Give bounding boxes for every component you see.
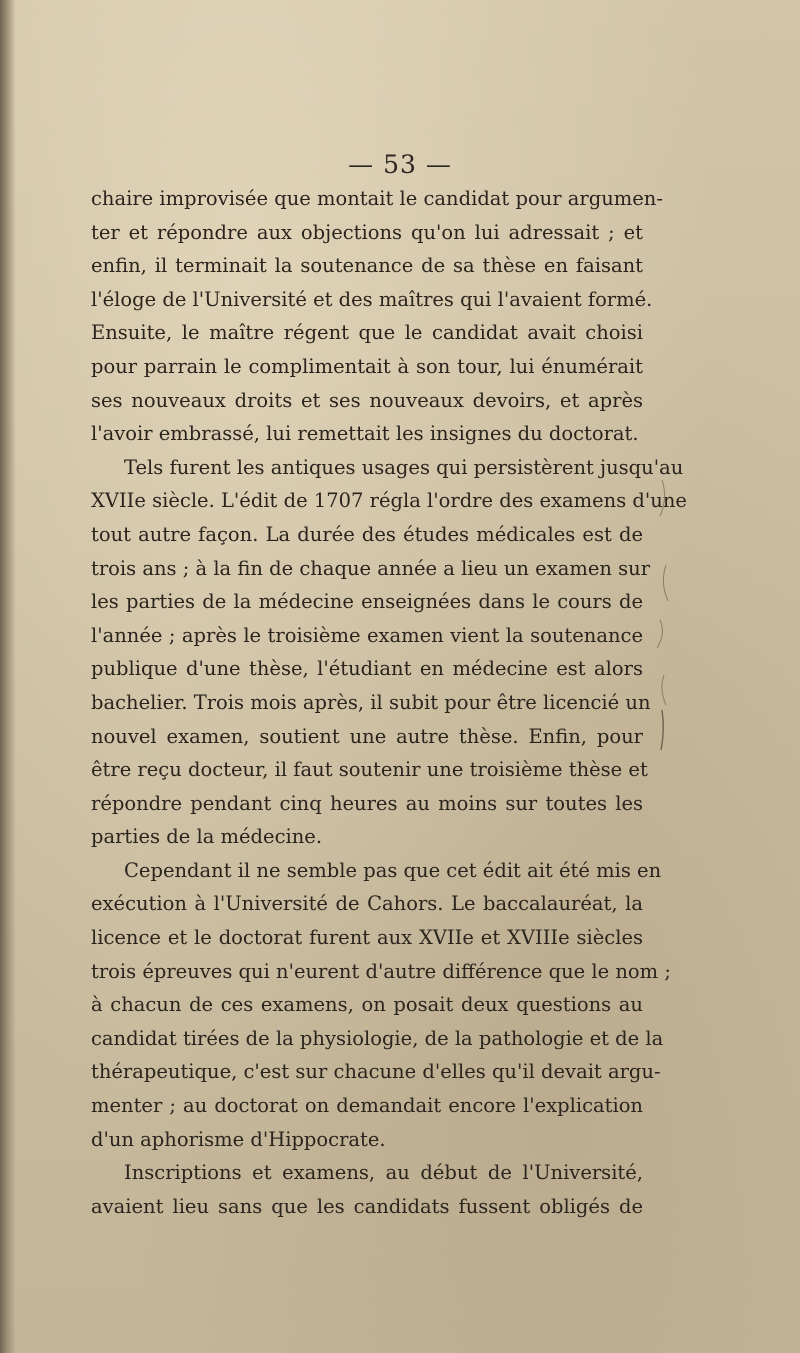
text-line: Ensuite, le maître régent que le candidat avait choisi (91, 321, 643, 345)
page-number: — 53 — (348, 150, 452, 179)
margin-fold-marks (648, 470, 678, 760)
paragraph-3 (91, 854, 671, 1156)
text-line: licence et le doctorat furent aux XVIIe et XVIIIe siècles (91, 926, 643, 950)
text-line: Tels furent les antiques usages qui persistèrent jusqu'au (124, 455, 684, 479)
paragraph-4 (91, 1156, 643, 1223)
text-line: trois ans ; à la fin de chaque année a lieu un examen sur (91, 556, 651, 580)
body-text (91, 182, 687, 1223)
text-line: Cependant il ne semble pas que cet édit ait été mis en (124, 858, 662, 882)
text-line: exécution à l'Université de Cahors. Le baccalauréat, la (91, 892, 643, 916)
text-line: ses nouveaux droits et ses nouveaux devoirs, et après (91, 388, 643, 412)
text-line: nouvel examen, soutient une autre thèse. Enfin, pour (91, 724, 643, 748)
text-line: chaire improvisée que montait le candidat pour argumen- (91, 187, 663, 210)
paragraph-2 (91, 451, 687, 854)
text-line: trois épreuves qui n'eurent d'autre différence que le nom ; (91, 959, 671, 983)
text-line: l'éloge de l'Université et des maîtres qui l'avaient formé. (91, 287, 653, 311)
text-line: enfin, il terminait la soutenance de sa thèse en faisant (91, 254, 643, 278)
text-line: menter ; au doctorat on demandait encore l'explication (91, 1094, 643, 1118)
page-binding-edge (0, 0, 16, 1353)
text-line: thérapeutique, c'est sur chacune d'elles qu'il devait argu- (91, 1060, 661, 1084)
text-line: XVIIe siècle. L'édit de 1707 régla l'ordre des examens d'une (91, 489, 687, 513)
text-line: répondre pendant cinq heures au moins sur toutes les (91, 791, 643, 815)
text-line: les parties de la médecine enseignées dans le cours de (91, 590, 643, 614)
text-line: être reçu docteur, il faut soutenir une troisième thèse et (91, 758, 648, 782)
text-line: tout autre façon. La durée des études médicales est de (91, 522, 643, 546)
text-line: ter et répondre aux objections qu'on lui adressait ; et (91, 220, 643, 244)
text-line: candidat tirées de la physiologie, de la pathologie et de la (91, 1026, 664, 1050)
text-line: avaient lieu sans que les candidats fussent obligés de (91, 1194, 643, 1218)
text-line: pour parrain le complimentait à son tour, lui énumérait (91, 354, 643, 378)
text-line: à chacun de ces examens, on posait deux questions au (91, 993, 643, 1017)
paragraph-1 (91, 182, 663, 451)
text-line: publique d'une thèse, l'étudiant en médecine est alors (91, 657, 643, 681)
text-line: l'avoir embrassé, lui remettait les insignes du doctorat. (91, 422, 639, 446)
text-line: Inscriptions et examens, au début de l'Université, (124, 1161, 643, 1185)
text-line: bachelier. Trois mois après, il subit pour être licencié un (91, 690, 651, 714)
text-line: l'année ; après le troisième examen vient la soutenance (91, 623, 643, 647)
text-line: parties de la médecine. (91, 825, 323, 849)
text-line: d'un aphorisme d'Hippocrate. (91, 1127, 386, 1151)
